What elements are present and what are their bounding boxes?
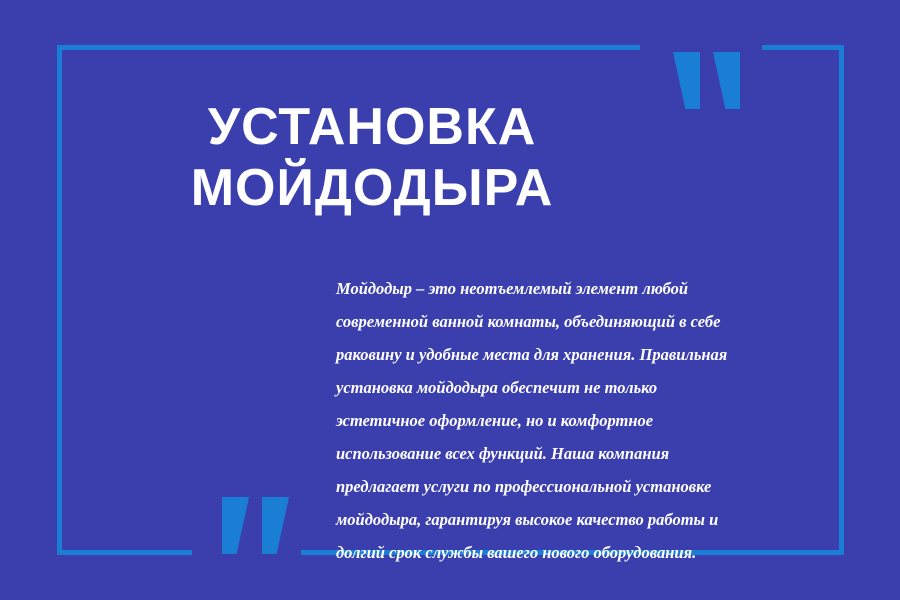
- frame-border-bottom-left: [57, 550, 192, 555]
- frame-border-right: [839, 45, 844, 555]
- page-title: [62, 97, 682, 220]
- quote-open-mark-2: [713, 52, 740, 109]
- quote-close-mark-2: [262, 497, 289, 554]
- body-paragraph: Мойдодыр – это неотъемлемый элемент любой современной ванной комнаты, объединяющий в себе раковину и удобные места для хранения. Правильная установка мойдодыра обеспечит не только эстетичное оформление, но и комфортное использование всех функций. Наша компания предлагает услуги по профессиональной установке мойдодыра, гарантируя высокое качество работы и долгий срок службы вашего нового оборудования.: [336, 278, 728, 562]
- page-title-line-2: МОЙДОДЫРА: [190, 159, 554, 218]
- quote-close-mark-1: [222, 497, 249, 554]
- quote-open-icon: [673, 52, 740, 109]
- quote-close-icon: [222, 497, 289, 554]
- frame-border-top: [57, 45, 640, 50]
- frame-border-top-right: [762, 45, 844, 50]
- page-title-line-1: УСТАНОВКА: [207, 97, 537, 156]
